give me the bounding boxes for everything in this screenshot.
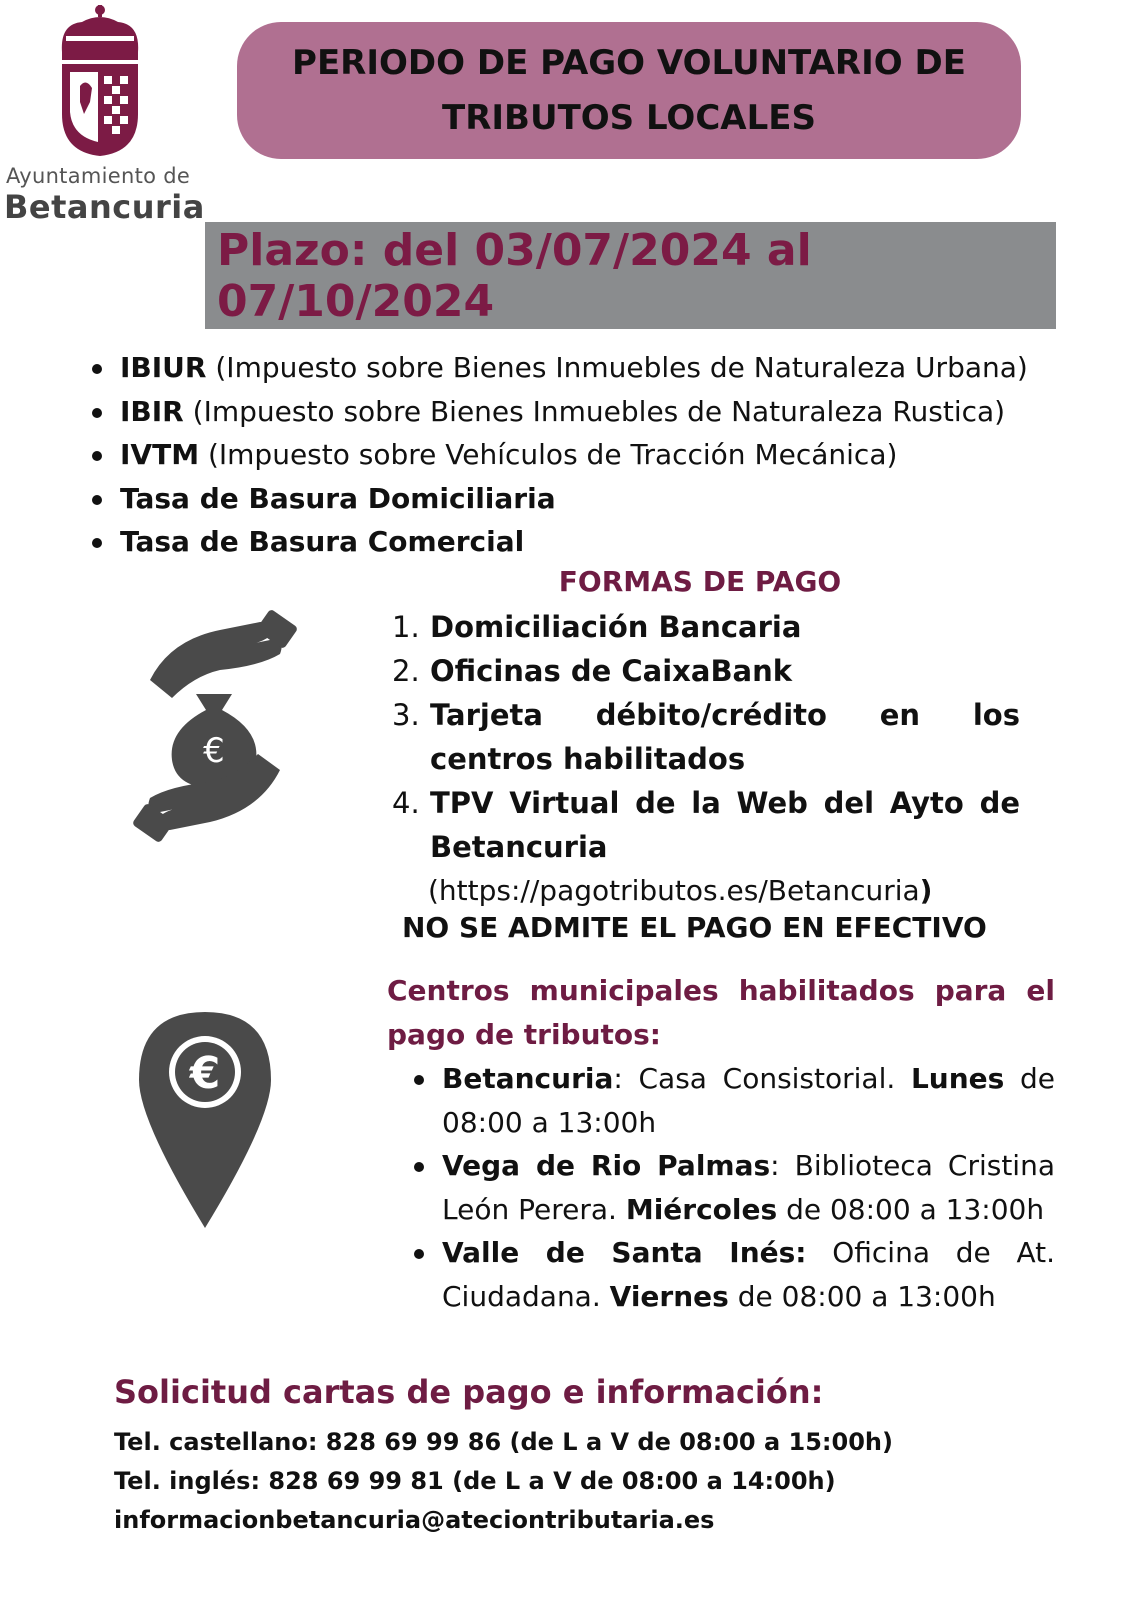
logo-line2: Betancuria bbox=[4, 188, 205, 226]
list-item: Betancuria: Casa Consistorial. Lunes de 08:00 a 13:00h bbox=[412, 1057, 1055, 1144]
list-item: Vega de Rio Palmas: Biblioteca Cristina León Perera. Miércoles de 08:00 a 13:00h bbox=[412, 1144, 1055, 1231]
solicitud-heading: Solicitud cartas de pago e información: bbox=[114, 1373, 824, 1411]
payment-methods-list bbox=[392, 605, 1020, 913]
plazo-banner bbox=[205, 222, 1056, 329]
title-banner bbox=[237, 22, 1021, 159]
list-item: Valle de Santa Inés: Oficina de At. Ciudadana. Viernes de 08:00 a 13:00h bbox=[412, 1231, 1055, 1318]
payment-url: (https://pagotributos.es/Betancuria) bbox=[428, 874, 933, 907]
list-item: 2. Oficinas de CaixaBank bbox=[392, 654, 793, 688]
centros-list bbox=[412, 1057, 1055, 1318]
contact-email[interactable]: informacionbetancuria@ateciontributaria.es bbox=[114, 1506, 715, 1534]
coat-of-arms-icon bbox=[52, 2, 148, 158]
no-cash-notice: NO SE ADMITE EL PAGO EN EFECTIVO bbox=[402, 911, 987, 944]
centros-heading: Centros municipales habilitados para el pago de tributos: bbox=[387, 974, 1055, 1051]
title-line2: TRIBUTOS LOCALES bbox=[442, 97, 816, 138]
euro-location-pin-icon bbox=[137, 1010, 273, 1230]
list-item: Tasa de Basura Domiciliaria bbox=[88, 477, 1088, 521]
list-item: 3. Tarjeta débito/crédito en los centros habilitados bbox=[392, 698, 1020, 776]
formas-heading: FORMAS DE PAGO bbox=[558, 565, 842, 598]
list-item: IBIR (Impuesto sobre Bienes Inmuebles de Naturaleza Rustica) bbox=[88, 390, 1088, 434]
list-item: IBIUR (Impuesto sobre Bienes Inmuebles de Naturaleza Urbana) bbox=[88, 346, 1088, 390]
phone-english: Tel. inglés: 828 69 99 81 (de L a V de 08:00 a 14:00h) bbox=[114, 1467, 836, 1495]
plazo-text: Plazo: del 03/07/2024 al 07/10/2024 bbox=[217, 224, 812, 327]
list-item: 1. Domiciliación Bancaria bbox=[392, 610, 802, 644]
list-item: 4. TPV Virtual de la Web del Ayto de Betancuria bbox=[392, 786, 1020, 864]
svg-text:€: € bbox=[189, 1048, 221, 1099]
tax-list bbox=[88, 346, 1088, 564]
svg-text:€: € bbox=[203, 731, 225, 771]
title-line1: PERIODO DE PAGO VOLUNTARIO DE bbox=[292, 42, 966, 83]
money-bag-hands-icon bbox=[110, 610, 320, 850]
logo-line1: Ayuntamiento de bbox=[6, 164, 191, 188]
list-item: IVTM (Impuesto sobre Vehículos de Tracción Mecánica) bbox=[88, 433, 1088, 477]
list-item: Tasa de Basura Comercial bbox=[88, 520, 1088, 564]
phone-spanish: Tel. castellano: 828 69 99 86 (de L a V de 08:00 a 15:00h) bbox=[114, 1428, 893, 1456]
